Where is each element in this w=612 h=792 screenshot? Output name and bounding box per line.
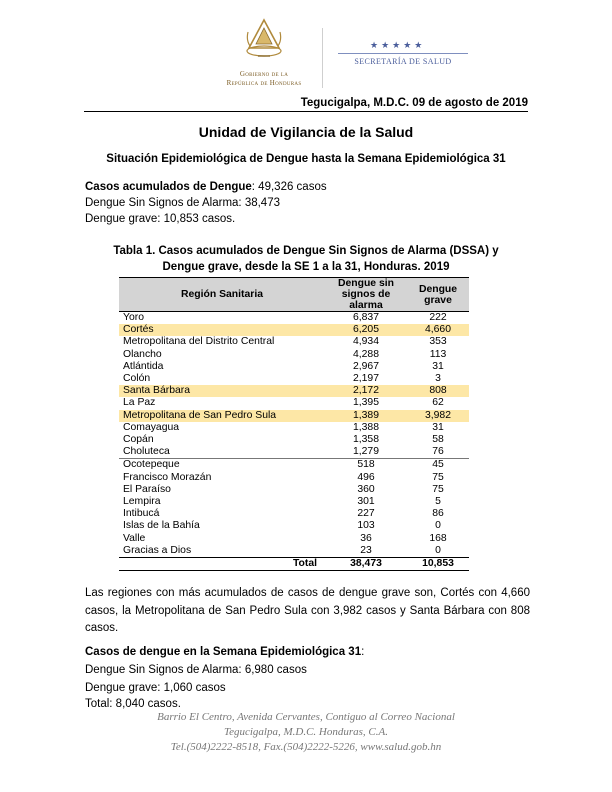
cell-region: Colón bbox=[123, 373, 151, 385]
header-region: Región Sanitaria bbox=[119, 278, 325, 312]
cell-dssa: 227 bbox=[357, 508, 375, 520]
cell-dssa: 6,205 bbox=[325, 324, 407, 336]
table-row bbox=[119, 422, 469, 434]
cell-grave: 75 bbox=[432, 471, 444, 483]
table-row bbox=[119, 459, 469, 472]
cell-dssa: 301 bbox=[357, 496, 375, 508]
cell-dssa: 1,279 bbox=[352, 446, 379, 458]
cell-dssa: 1,389 bbox=[325, 410, 407, 422]
date-underline bbox=[84, 111, 528, 112]
accumulated-grave-line: Dengue grave: 10,853 casos. bbox=[85, 213, 236, 225]
cell-region: Metropolitana de San Pedro Sula bbox=[119, 410, 325, 422]
table-row bbox=[119, 312, 469, 325]
cell-grave: 3,982 bbox=[407, 410, 469, 422]
footer-contact: Tel.(504)2222-8518, Fax.(504)2222-5226, www.salud.gob.hn bbox=[170, 741, 442, 753]
header-dssa: Dengue sin signos de alarma bbox=[325, 278, 407, 312]
cell-region: Choluteca bbox=[123, 446, 170, 458]
header-divider bbox=[322, 28, 323, 88]
government-name-line2: República de Honduras bbox=[226, 79, 302, 87]
cell-dssa: 2,172 bbox=[325, 385, 407, 397]
total-label: Total bbox=[119, 558, 325, 571]
cell-dssa: 6,837 bbox=[352, 312, 379, 323]
table-row bbox=[119, 349, 469, 361]
cell-region: Lempira bbox=[123, 496, 161, 508]
table-row bbox=[119, 385, 469, 397]
cell-grave: 3 bbox=[435, 373, 441, 385]
cell-grave: 86 bbox=[432, 508, 444, 520]
cell-grave: 31 bbox=[432, 360, 444, 372]
table-row bbox=[119, 410, 469, 422]
cell-region: Gracias a Dios bbox=[123, 544, 192, 556]
cell-region: Cortés bbox=[119, 324, 325, 336]
unit-title: Unidad de Vigilancia de la Salud bbox=[198, 124, 414, 140]
cell-region: Francisco Morazán bbox=[123, 471, 212, 483]
cell-region: Islas de la Bahía bbox=[123, 520, 200, 532]
table-row bbox=[119, 373, 469, 385]
cell-grave: 4,660 bbox=[407, 324, 469, 336]
cell-dssa: 36 bbox=[360, 532, 372, 544]
footer-address: Barrio El Centro, Avenida Cervantes, Contiguo al Correo Nacional bbox=[157, 711, 455, 723]
cell-grave: 5 bbox=[435, 496, 441, 508]
cell-dssa: 1,395 bbox=[352, 397, 379, 409]
cell-grave: 808 bbox=[407, 385, 469, 397]
cell-region: Yoro bbox=[123, 312, 144, 323]
cell-region: Valle bbox=[123, 532, 146, 544]
table-row bbox=[119, 324, 469, 336]
cell-grave: 113 bbox=[429, 348, 447, 360]
total-grave: 10,853 bbox=[407, 558, 469, 571]
accumulated-label: Casos acumulados de Dengue bbox=[85, 181, 252, 193]
table-row bbox=[119, 336, 469, 348]
cell-dssa: 1,388 bbox=[352, 421, 379, 433]
accumulated-dssa-line: Dengue Sin Signos de Alarma: 38,473 bbox=[85, 197, 280, 209]
cell-grave: 168 bbox=[429, 532, 447, 544]
date-line: Tegucigalpa, M.D.C. 09 de agosto de 2019 bbox=[300, 97, 528, 109]
week31-total-line: Total: 8,040 casos. bbox=[85, 698, 181, 710]
report-subtitle: Situación Epidemiológica de Dengue hasta la Semana Epidemiológica 31 bbox=[106, 153, 506, 165]
cell-dssa: 4,934 bbox=[352, 336, 379, 348]
table-row bbox=[119, 446, 469, 459]
table-caption-line2: Dengue grave, desde la SE 1 a la 31, Honduras. 2019 bbox=[162, 261, 450, 273]
table-row bbox=[119, 520, 469, 532]
cell-grave: 222 bbox=[429, 312, 447, 323]
coat-of-arms-emblem-icon bbox=[244, 18, 284, 60]
cell-grave: 31 bbox=[432, 421, 444, 433]
accumulated-total-line bbox=[85, 181, 327, 193]
dengue-cases-table bbox=[119, 277, 469, 571]
footer-city: Tegucigalpa, M.D.C. Honduras, C.A. bbox=[224, 726, 388, 738]
table-row bbox=[119, 434, 469, 446]
cell-grave: 62 bbox=[432, 397, 444, 409]
cell-dssa: 103 bbox=[357, 520, 375, 532]
table-row bbox=[119, 472, 469, 484]
cell-grave: 45 bbox=[407, 459, 469, 472]
table-row bbox=[119, 484, 469, 496]
cell-region: Olancho bbox=[123, 348, 162, 360]
cell-grave: 353 bbox=[429, 336, 447, 348]
week31-label: Casos de dengue en la Semana Epidemiológica 31 bbox=[85, 646, 362, 658]
cell-region: Metropolitana del Distrito Central bbox=[123, 336, 275, 348]
table-header-row bbox=[119, 278, 469, 312]
cell-dssa: 2,197 bbox=[352, 373, 379, 385]
table-row bbox=[119, 508, 469, 520]
cell-grave: 0 bbox=[435, 520, 441, 532]
table-row bbox=[119, 533, 469, 545]
cell-grave: 0 bbox=[435, 544, 441, 556]
cell-region: Atlántida bbox=[123, 360, 164, 372]
cell-grave: 58 bbox=[432, 434, 444, 446]
table-caption bbox=[84, 243, 528, 275]
cell-region: Ocotepeque bbox=[119, 459, 325, 472]
cell-grave: 75 bbox=[432, 483, 444, 495]
cell-region: Copán bbox=[123, 434, 154, 446]
summary-paragraph: Las regiones con más acumulados de casos de dengue grave son, Cortés con 4,660 casos, la Metropolitana de San Pedro Sula con 3,982 casos y Santa Bárbara con 808 casos. bbox=[85, 587, 530, 634]
table-row bbox=[119, 545, 469, 558]
cell-dssa: 1,358 bbox=[352, 434, 379, 446]
cell-dssa: 4,288 bbox=[352, 348, 379, 360]
accumulated-value: : 49,326 casos bbox=[251, 181, 327, 193]
cell-region: La Paz bbox=[123, 397, 156, 409]
cell-grave: 76 bbox=[432, 446, 444, 458]
cell-region: Intibucá bbox=[123, 508, 160, 520]
table-row bbox=[119, 397, 469, 409]
table-total-row bbox=[119, 558, 469, 571]
secretaria-rule bbox=[338, 53, 468, 54]
week31-grave-line: Dengue grave: 1,060 casos bbox=[85, 682, 226, 694]
week31-colon: : bbox=[361, 646, 365, 658]
cell-dssa: 518 bbox=[325, 459, 407, 472]
total-dssa: 38,473 bbox=[325, 558, 407, 571]
week31-dssa-line: Dengue Sin Signos de Alarma: 6,980 casos bbox=[85, 664, 307, 676]
cell-region: Comayagua bbox=[123, 421, 180, 433]
cell-dssa: 23 bbox=[360, 544, 372, 556]
cell-dssa: 360 bbox=[357, 483, 375, 495]
government-name-line1: Gobierno de la bbox=[239, 70, 289, 78]
cell-region: Santa Bárbara bbox=[119, 385, 325, 397]
cell-dssa: 496 bbox=[357, 471, 375, 483]
table-caption-line1: Tabla 1. Casos acumulados de Dengue Sin Signos de Alarma (DSSA) y bbox=[113, 245, 499, 257]
week31-heading-line bbox=[85, 646, 364, 658]
header-grave: Dengue grave bbox=[407, 278, 469, 312]
table-body bbox=[119, 312, 469, 571]
cell-dssa: 2,967 bbox=[352, 360, 379, 372]
table-row bbox=[119, 496, 469, 508]
cell-region: El Paraíso bbox=[123, 483, 171, 495]
five-stars-icon: ★★★★★ bbox=[370, 40, 426, 50]
secretaria-de-salud-logo: SECRETARÍA DE SALUD bbox=[354, 57, 452, 66]
table-row bbox=[119, 361, 469, 373]
